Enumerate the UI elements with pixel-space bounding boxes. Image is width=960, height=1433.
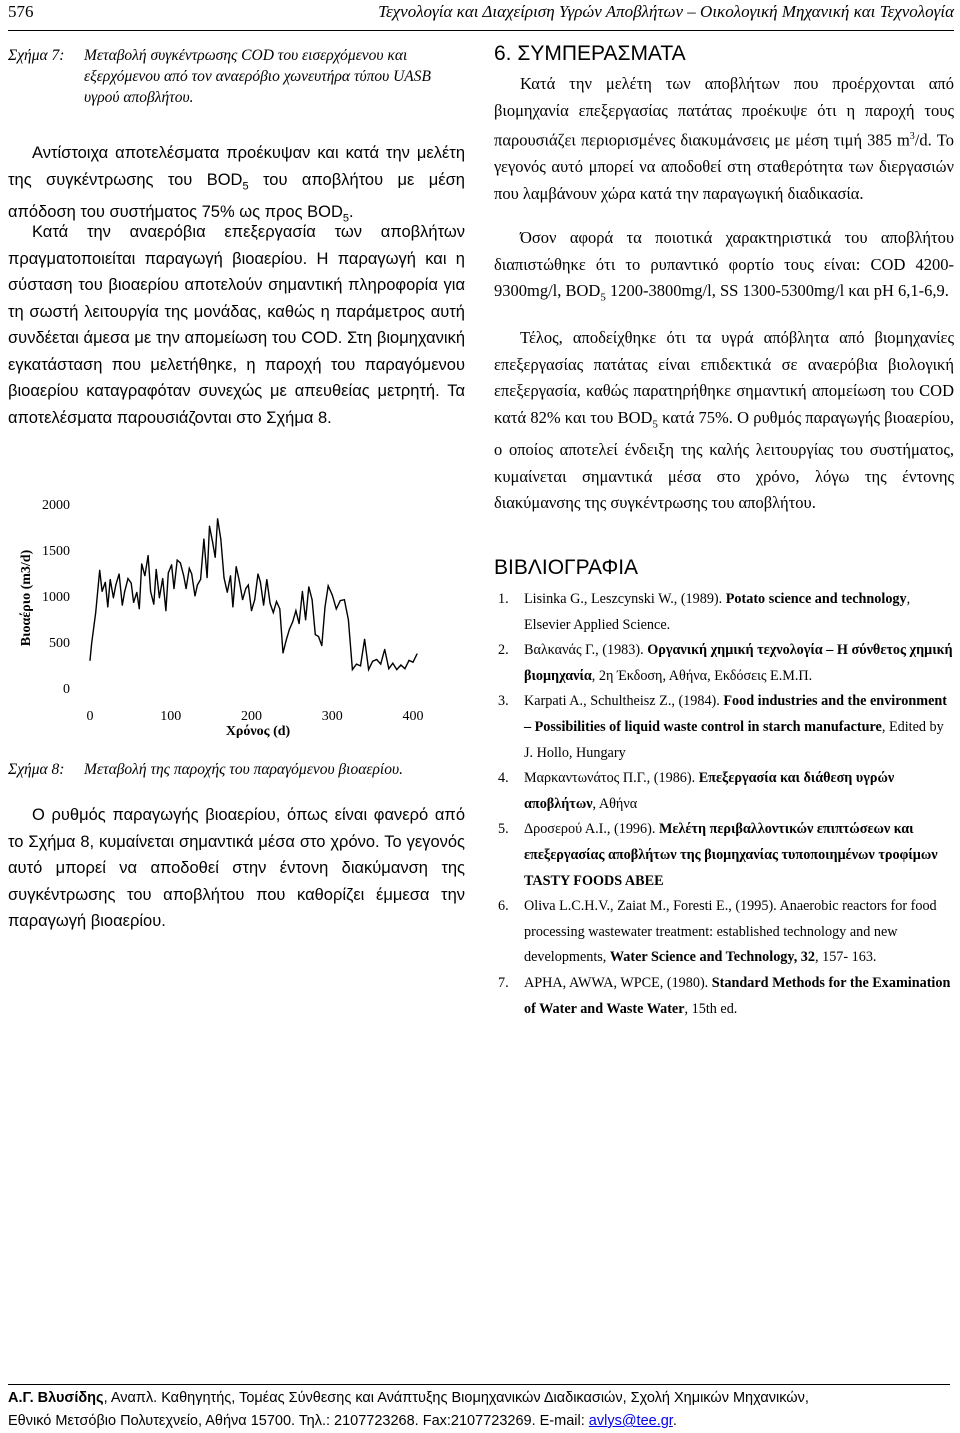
reference-authors: Lisinka G., Leszcynski W., (1989).: [524, 591, 726, 607]
data-point: [197, 584, 198, 585]
reference-title: Επεξεργασία και διάθεση υγρών αποβλήτων: [524, 770, 895, 812]
data-point: [131, 583, 132, 584]
data-point: [183, 575, 184, 576]
data-point: [364, 639, 365, 640]
reference-item: [494, 689, 954, 766]
data-point: [286, 640, 287, 641]
data-point: [368, 669, 369, 670]
biogas-series-line: [90, 519, 417, 670]
data-point: [384, 649, 385, 650]
data-point: [404, 668, 405, 669]
conclusion-anaerobic-text-a: Τέλος, αποδείχθηκε ότι τα υγρά απόβλητα από βιομηχανίες επεξεργασίας πατάτας είναι επιδεκτικά σε αναερόβια βιολογική επεξεργασία, καθώς παρατηρήθηκε σημαντική απομείωση του COD κατά 82% και του BOD: [494, 328, 954, 427]
x-axis-ticks: [87, 709, 424, 724]
data-point: [118, 573, 119, 574]
data-point: [115, 584, 116, 585]
data-point: [299, 623, 300, 624]
conclusion-quality-text-a: Όσον αφορά τα ποιοτικά χαρακτηριστικά του αποβλήτου διαπιστώθηκε ότι το ρυπαντικό φορτίο τους είναι: COD 4200-9300mg/l, BOD: [494, 228, 954, 300]
reference-title: Standard Methods for the Examination of Water and Waste Water: [524, 974, 951, 1017]
y-tick-label: 1500: [42, 544, 70, 559]
reference-details: , 157- 163.: [815, 949, 877, 966]
data-point: [95, 612, 96, 613]
footer-line-2: [8, 1410, 950, 1433]
data-point: [148, 555, 149, 556]
data-point: [223, 577, 224, 578]
reference-item: [494, 817, 954, 894]
reference-details: , 15th ed.: [684, 1000, 738, 1017]
data-point: [412, 662, 413, 663]
y-axis-ticks: [42, 498, 70, 697]
conclusion-anaerobic-text-b: κατά 75%. Ο ρυθμός παραγωγής βιοαερίου, ο οποίος αποτελεί ένδειξη της καλής λειτουργίας του συστήματος, κυμαίνεται σημαντικά μέσα στο χρόνο, λόγω της έντονης διακύμανσης της συγκέντρωσης του αποβλήτου.: [494, 407, 954, 513]
data-point: [232, 606, 233, 607]
data-point: [260, 582, 261, 583]
conclusion-quality-text-b: 1200-3800mg/l, SS 1300-5300mg/l και pH 6,1-6,9.: [605, 281, 949, 300]
data-point: [376, 659, 377, 660]
reference-item: [494, 971, 954, 1022]
data-point: [302, 591, 303, 592]
page-number: 576: [8, 2, 34, 21]
data-point: [321, 645, 322, 646]
data-point: [292, 621, 293, 622]
reference-authors: Oliva L.C.H.V., Zaiat M., Foresti E., (1995). Anaerobic reactors for food processing wastewater treatment: established technology and new developments,: [524, 898, 937, 966]
email-link[interactable]: avlys@tee.gr: [588, 1413, 673, 1429]
footer-line-1: [8, 1387, 950, 1410]
data-point: [289, 629, 290, 630]
data-point: [165, 610, 166, 611]
reference-number: 2.: [498, 642, 509, 659]
data-point: [217, 518, 218, 519]
paragraph-bod-text-b: του αποβλήτου με μέση απόδοση του συστήματος 75% ως προς BOD: [8, 170, 465, 222]
y-tick-label: 500: [49, 636, 70, 651]
series-points: [89, 518, 417, 670]
data-point: [110, 579, 111, 580]
data-point: [311, 599, 312, 600]
reference-number: 7.: [498, 974, 509, 991]
data-point: [150, 591, 151, 592]
contact-details: Εθνικό Μετσόβιο Πολυτεχνείο, Αθήνα 15700. Τηλ.: 2107723268. Fax:2107723269. E-mail:: [8, 1413, 589, 1429]
data-point: [360, 665, 361, 666]
conclusion-quality: [494, 225, 954, 311]
data-point: [276, 601, 277, 602]
data-point: [236, 566, 237, 567]
data-point: [408, 660, 409, 661]
data-point: [144, 575, 145, 576]
x-tick-label: 0: [86, 709, 94, 724]
reference-number: 1.: [498, 591, 509, 607]
data-point: [295, 610, 296, 611]
data-point: [340, 600, 341, 601]
x-tick-label: 400: [402, 709, 424, 724]
data-point: [380, 663, 381, 664]
data-point: [248, 584, 249, 585]
data-point: [185, 588, 186, 589]
data-point: [328, 585, 329, 586]
data-point: [136, 592, 137, 593]
reference-authors: APHA, AWWA, WPCE, (1980).: [524, 974, 712, 991]
data-point: [332, 594, 333, 595]
data-point: [139, 608, 140, 609]
figure7-caption: [8, 45, 463, 108]
data-point: [239, 581, 240, 582]
reference-details: , 2η Έκδοση, Αθήνα, Εκδόσεις Ε.Μ.Π.: [591, 667, 813, 684]
data-point: [89, 660, 90, 661]
data-point: [133, 602, 134, 603]
data-point: [127, 578, 128, 579]
figure7-label: Σχήμα 7:: [8, 47, 65, 64]
data-point: [273, 612, 274, 613]
data-point: [227, 592, 228, 593]
subscript: 5: [600, 291, 606, 304]
figure8-text: Μεταβολή της παροχής του παραγόμενου βιοαερίου.: [84, 761, 403, 778]
data-point: [245, 588, 246, 589]
y-axis-title: Βιοαέριο (m3/d): [19, 549, 34, 647]
reference-authors: Βαλκανάς Γ., (1983).: [524, 642, 648, 659]
bibliography-heading: ΒΙΒΛΙΟΓΡΑΦΙΑ: [494, 556, 639, 579]
data-point: [356, 663, 357, 664]
x-axis-title: Χρόνος (d): [225, 724, 291, 739]
data-point: [122, 605, 123, 606]
data-point: [220, 538, 221, 539]
data-point: [153, 604, 154, 605]
data-point: [388, 668, 389, 669]
data-point: [416, 653, 417, 654]
biogas-chart: [8, 488, 468, 748]
data-point: [206, 577, 207, 578]
data-point: [141, 563, 142, 564]
data-point: [269, 603, 270, 604]
reference-title: Οργανική χημική τεχνολογία – Η σύνθετος χημική βιομηχανία: [524, 642, 953, 684]
reference-item: [494, 894, 954, 971]
data-point: [279, 608, 280, 609]
reference-number: 4.: [498, 770, 509, 787]
data-point: [215, 557, 216, 558]
data-point: [315, 634, 316, 635]
reference-list: [494, 587, 954, 1022]
x-tick-label: 300: [321, 709, 343, 724]
reference-title: Potato science and technology: [725, 591, 907, 607]
data-point: [336, 608, 337, 609]
data-point: [324, 606, 325, 607]
reference-authors: Δροσερού Α.Ι., (1996).: [524, 821, 659, 838]
data-point: [282, 652, 283, 653]
data-point: [266, 579, 267, 580]
data-point: [400, 664, 401, 665]
data-point: [105, 582, 106, 583]
reference-authors: Karpati A., Schultheisz Z., (1984).: [524, 693, 724, 710]
conclusions-heading: 6. ΣΥΜΠΕΡΑΣΜΑΤΑ: [494, 42, 686, 65]
author-name: Α.Γ. Βλυσίδης: [8, 1390, 104, 1406]
reference-details: , Αθήνα: [592, 795, 638, 812]
figure7-text: Μεταβολή συγκέντρωσης COD του εισερχόμενου και εξερχόμενου από τον αναερόβιο χωνευτήρα τύπου UASB υγρού αποβλήτου.: [84, 47, 431, 106]
author-affiliation: , Αναπλ. Καθηγητής, Τομέας Σύνθεσης και Ανάπτυξης Βιομηχανικών Διαδικασιών, Σχολή Χημικών Μηχανικών,: [103, 1390, 809, 1406]
data-point: [177, 560, 178, 561]
conclusion-flow: [494, 71, 954, 207]
reference-title: Water Science and Technology, 32: [609, 949, 815, 966]
x-tick-label: 200: [241, 709, 262, 724]
reference-title: Food industries and the environment – Possibilities of liquid waste control in starch manufacture: [524, 693, 947, 735]
data-point: [352, 669, 353, 670]
y-tick-label: 0: [63, 682, 70, 697]
data-point: [173, 588, 174, 589]
data-point: [344, 599, 345, 600]
data-point: [212, 542, 213, 543]
reference-item: [494, 766, 954, 817]
footer-end: .: [672, 1413, 677, 1429]
data-point: [180, 562, 181, 563]
page-footer: [8, 1384, 950, 1433]
paragraph-bod-text-c: .: [349, 203, 354, 222]
data-point: [209, 525, 210, 526]
reference-item: [494, 638, 954, 689]
reference-number: 3.: [498, 693, 509, 710]
reference-authors: Μαρκαντωνάτος Π.Γ., (1986).: [524, 770, 699, 787]
reference-item: [494, 587, 954, 638]
data-point: [396, 669, 397, 670]
subscript: 5: [242, 179, 249, 192]
data-point: [124, 591, 125, 592]
conclusion-anaerobic: [494, 325, 954, 517]
data-point: [162, 578, 163, 579]
data-point: [99, 570, 100, 571]
journal-title: Τεχνολογία και Διαχείριση Υγρών Αποβλήτων – Οικολογική Μηχανική και Τεχνολογία: [378, 2, 954, 21]
data-point: [372, 661, 373, 662]
data-point: [318, 636, 319, 637]
data-point: [107, 606, 108, 607]
paragraph-biogas: Κατά την αναερόβια επεξεργασία των αποβλήτων πραγματοποιείται παραγωγή βιοαερίου. Η παραγωγή και η σύσταση του βιοαερίου αποτελούν σημαντική πληροφορία για τη σωστή λειτουργία της μονάδας, καθώς η παράμετρος αυτή συνδέεται άμεσα με την απομείωση του COD. Στη βιομηχανική εγκατάσταση που μελετήθηκε, η παροχή του παραγόμενου βιοαερίου καταγραφόταν συνεχώς με απευθείας μετρητή. Τα αποτελέσματα παρουσιάζονται στο Σχήμα 8.: [8, 223, 465, 427]
figure8-label: Σχήμα 8:: [8, 761, 65, 778]
conclusion-flow-text-a: Κατά την μελέτη των αποβλήτων που προέρχονται από βιομηχανία επεξεργασίας πατάτας προέκυψε ότι η παροχή τους παρουσιάζει περιορισμένες διακυμάνσεις με μέση τιμή 385 m: [494, 74, 954, 150]
data-point: [251, 610, 252, 611]
subscript: 5: [652, 417, 658, 430]
reference-number: 5.: [498, 821, 509, 838]
data-point: [156, 569, 157, 570]
data-point: [305, 619, 306, 620]
data-point: [348, 619, 349, 620]
x-tick-label: 100: [160, 709, 182, 724]
data-point: [263, 605, 264, 606]
data-point: [91, 643, 92, 644]
data-point: [113, 597, 114, 598]
data-point: [171, 564, 172, 565]
reference-title: Μελέτη περιβαλλοντικών επιπτώσεων και επεξεργασίας αποβλήτων της βιομηχανίας τυποποιημένων τροφίμων TASTY FOODS ABEE: [524, 821, 938, 889]
data-point: [257, 573, 258, 574]
data-point: [392, 663, 393, 664]
data-point: [189, 568, 190, 569]
conclusion-flow-text-b: /d. Το γεγονός αυτό μπορεί να αποδοθεί στη σταθερότητα των διεργασιών που λαμβάνουν χώρα κατά την παραγωγική διαδικασία.: [494, 130, 954, 203]
reference-number: 6.: [498, 898, 509, 915]
data-point: [102, 591, 103, 592]
data-point: [191, 573, 192, 574]
superscript: 3: [909, 131, 915, 142]
reference-details: , Edited by J. Hollo, Hungary: [524, 718, 944, 761]
data-point: [254, 599, 255, 600]
subscript: 5: [342, 212, 349, 225]
data-point: [194, 595, 195, 596]
data-point: [203, 538, 204, 539]
reference-details: , Elsevier Applied Science.: [524, 591, 911, 633]
data-point: [308, 586, 309, 587]
paragraph-biogas-rate: Ο ρυθμός παραγωγής βιοαερίου, όπως είναι φανερό από το Σχήμα 8, κυμαίνεται σημαντικά μέσα στο χρόνο. Το γεγονός αυτό μπορεί να αποδοθεί στην έντονη διακύμανση της συγκέντρωσης του αποβλήτου που καθορίζει έμμεσα την παραγωγή βιοαερίου.: [8, 806, 465, 930]
paragraph-bod-text-a: Αντίστοιχα αποτελέσματα προέκυψαν και κατά την μελέτη της συγκέντρωσης του BOD: [8, 144, 465, 189]
data-point: [200, 579, 201, 580]
data-point: [168, 572, 169, 573]
data-point: [159, 597, 160, 598]
data-point: [230, 575, 231, 576]
figure8-caption: [8, 759, 463, 780]
data-point: [242, 599, 243, 600]
y-tick-label: 1000: [42, 590, 70, 605]
y-tick-label: 2000: [42, 498, 70, 513]
page-header: [8, 0, 954, 31]
